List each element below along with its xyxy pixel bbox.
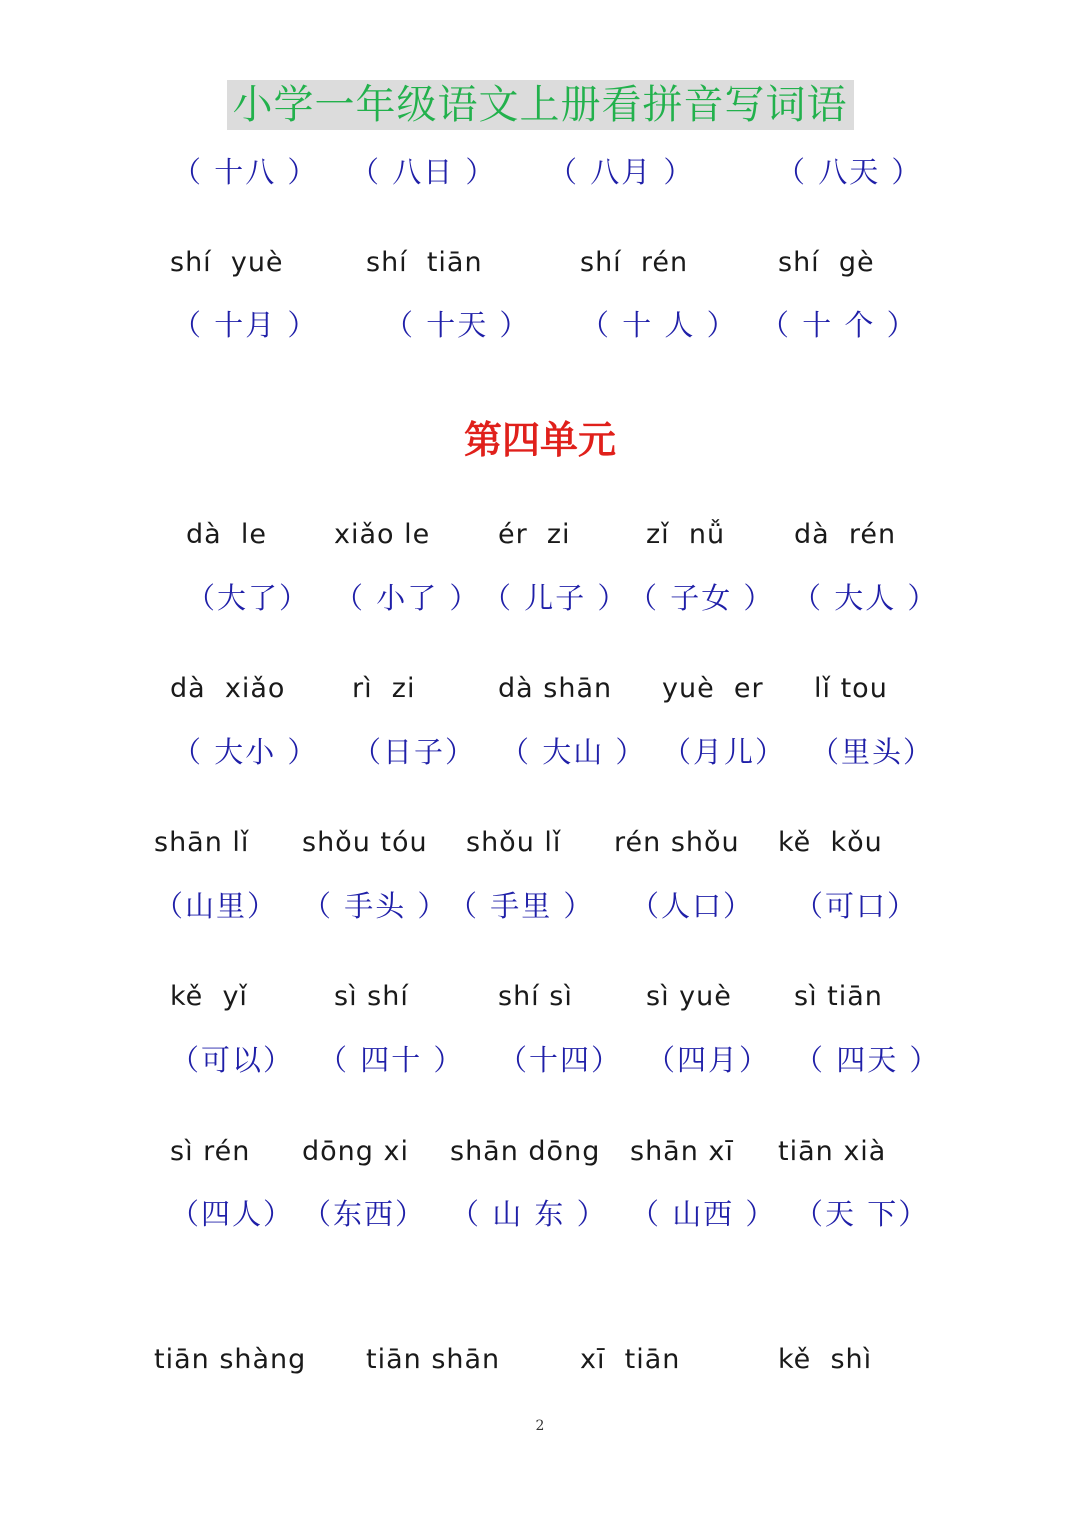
hanzi-answer: （日子） [352,735,477,769]
hanzi-answer: （ 子女 ） [628,581,775,615]
pinyin-word: kě kǒu [778,827,883,858]
pinyin-word: shān dōng [450,1136,601,1167]
hanzi-answer: （ 十天 ） [384,308,531,342]
hanzi-answer: （山里） [154,889,279,923]
hanzi-answer: （ 儿子 ） [482,581,629,615]
pinyin-row-6 [0,977,1080,1017]
pinyin-word: yuè er [662,673,764,704]
hanzi-answer: （ 十八 ） [172,155,319,189]
pinyin-word: shǒu tóu [302,827,428,858]
hanzi-answer: （ 大小 ） [172,735,319,769]
hanzi-row-2 [0,305,1080,345]
pinyin-word: dà xiǎo [170,673,286,704]
pinyin-word: shān lǐ [154,827,250,858]
pinyin-word: rén shǒu [614,827,740,858]
pinyin-row-3 [0,515,1080,555]
pinyin-word: tiān shān [366,1344,501,1375]
hanzi-row-6 [0,1040,1080,1080]
hanzi-answer: （ 大人 ） [792,581,939,615]
hanzi-answer: （ 手头 ） [302,889,449,923]
hanzi-answer: （ 八日 ） [350,155,497,189]
hanzi-answer: （大了） [186,581,311,615]
hanzi-answer: （ 八月 ） [548,155,695,189]
pinyin-word: shí gè [778,247,875,278]
page-number: 2 [535,1418,545,1434]
pinyin-word: shí rén [580,247,689,278]
hanzi-answer: （东西） [302,1197,427,1231]
pinyin-word: zǐ nǚ [646,519,726,550]
pinyin-word: tiān shàng [154,1344,307,1375]
hanzi-row-1 [0,152,1080,192]
pinyin-row-2 [0,243,1080,283]
hanzi-row-4 [0,732,1080,772]
pinyin-word: kě yǐ [170,981,248,1012]
hanzi-answer: （月儿） [662,735,787,769]
page-title: 小学一年级语文上册看拼音写词语 [227,80,854,130]
section-title: 第四单元 [463,417,616,462]
pinyin-word: dà rén [794,519,897,550]
hanzi-answer: （ 大山 ） [500,735,647,769]
pinyin-word: sì tiān [794,981,883,1012]
pinyin-word: dà le [186,519,267,550]
hanzi-answer: （ 八天 ） [776,155,923,189]
pinyin-word: dōng xi [302,1136,409,1167]
pinyin-word: shǒu lǐ [466,827,562,858]
pinyin-word: sì shí [334,981,409,1012]
hanzi-answer: （ 十月 ） [172,308,319,342]
title-container [0,80,1080,130]
pinyin-word: xī tiān [580,1344,681,1375]
pinyin-word: xiǎo le [334,519,431,550]
hanzi-answer: （ 山 东 ） [450,1197,608,1231]
hanzi-answer: （四人） [170,1197,295,1231]
hanzi-answer: （ 手里 ） [448,889,595,923]
hanzi-row-5 [0,886,1080,926]
hanzi-answer: （里头） [810,735,935,769]
pinyin-word: sì rén [170,1136,251,1167]
hanzi-answer: （四月） [646,1043,771,1077]
hanzi-answer: （ 十 个 ） [760,308,918,342]
hanzi-answer: （ 四十 ） [318,1043,465,1077]
pinyin-row-4 [0,669,1080,709]
hanzi-answer: （ 十 人 ） [580,308,738,342]
pinyin-word: lǐ tou [814,673,888,704]
pinyin-row-8 [0,1340,1080,1380]
pinyin-word: shí yuè [170,247,284,278]
pinyin-row-7 [0,1132,1080,1172]
pinyin-word: dà shān [498,673,613,704]
pinyin-word: tiān xià [778,1136,887,1167]
pinyin-word: kě shì [778,1344,873,1375]
hanzi-answer: （十四） [498,1043,623,1077]
pinyin-word: shí sì [498,981,573,1012]
pinyin-word: shí tiān [366,247,483,278]
hanzi-answer: （天 下） [794,1197,930,1231]
pinyin-word: ér zi [498,519,571,550]
pinyin-word: shān xī [630,1136,734,1167]
hanzi-answer: （ 四天 ） [794,1043,941,1077]
pinyin-word: sì yuè [646,981,732,1012]
hanzi-answer: （人口） [630,889,755,923]
hanzi-answer: （可口） [794,889,919,923]
hanzi-row-7 [0,1194,1080,1234]
hanzi-answer: （ 小了 ） [334,581,481,615]
hanzi-answer: （可以） [170,1043,295,1077]
pinyin-row-5 [0,823,1080,863]
hanzi-answer: （ 山西 ） [630,1197,777,1231]
hanzi-row-3 [0,578,1080,618]
pinyin-word: rì zi [352,673,416,704]
